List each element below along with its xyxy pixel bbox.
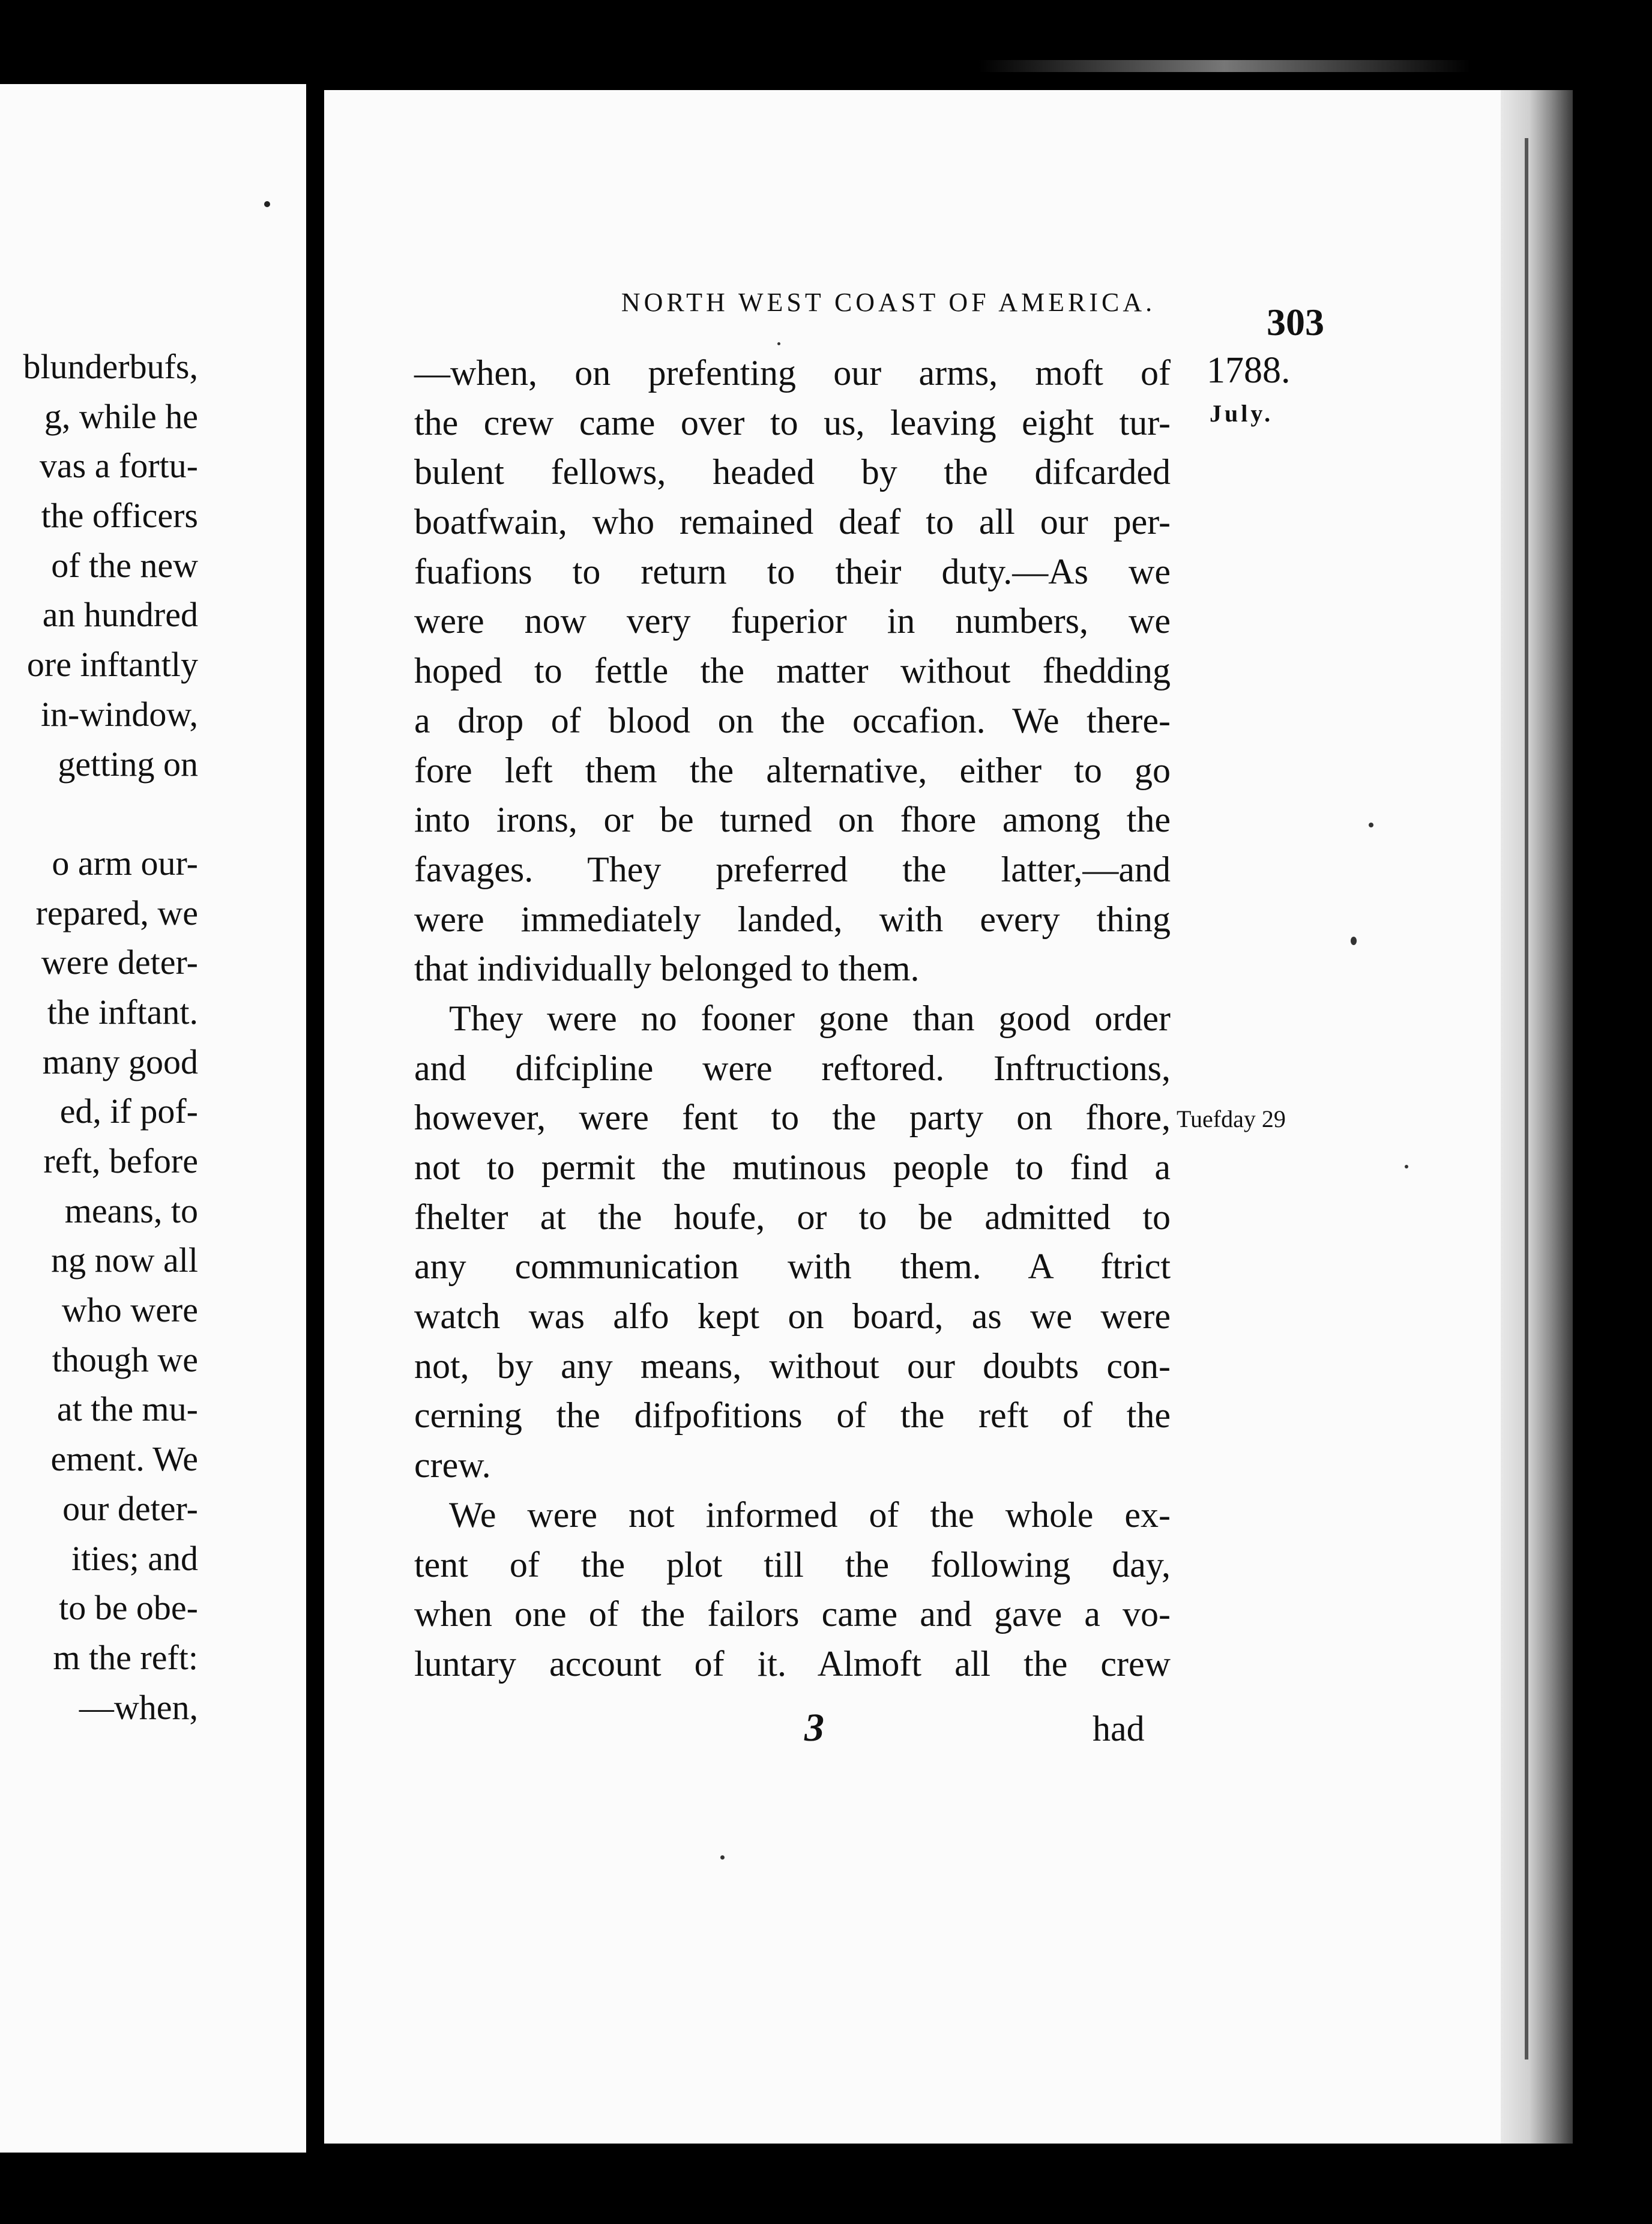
body-text [414, 348, 1171, 1689]
left-line: the inftant. [47, 992, 198, 1032]
text-line: and difcipline were reftored. Inftructions, [414, 1048, 1171, 1088]
text-line: luntary account of it. Almoft all the crew [414, 1643, 1171, 1684]
left-line: though we [52, 1340, 198, 1379]
left-page-text [0, 342, 198, 1732]
text-line: boatfwain, who remained deaf to all our per- [414, 502, 1171, 542]
left-line: ities; and [71, 1538, 198, 1578]
text-line: into irons, or be turned on fhore among the [414, 800, 1171, 840]
text-line: were immediately landed, with every thing [414, 899, 1171, 939]
left-line: were deter- [41, 943, 198, 982]
text-line: fhelter at the houfe, or to be admitted to [414, 1197, 1171, 1237]
running-head: NORTH WEST COAST OF AMERICA. [621, 288, 1156, 317]
text-line: watch was alfo kept on board, as we were [414, 1296, 1171, 1337]
text-line: however, were fent to the party on fhore, [414, 1098, 1171, 1138]
page-fore-edge [1501, 90, 1573, 2144]
left-line: reft, before [43, 1141, 198, 1180]
text-line: not to permit the mutinous people to find a [414, 1147, 1171, 1187]
left-line: who were [61, 1290, 198, 1330]
text-line: any communication with them. A ftrict [414, 1246, 1171, 1287]
left-page [0, 84, 306, 2153]
text-line: not, by any means, without our doubts con- [414, 1346, 1171, 1386]
ink-speck [720, 1855, 725, 1860]
text-line: fuafions to return to their duty.—As we [414, 551, 1171, 591]
text-line: —when, on prefenting our arms, moft of [414, 353, 1171, 393]
left-line: our deter- [62, 1488, 198, 1528]
margin-month: July. [1210, 400, 1274, 427]
left-line: —when, [79, 1687, 198, 1727]
left-line-gap [0, 789, 198, 839]
text-line: favages. They preferred the latter,—and [414, 849, 1171, 889]
left-line: blunderbufs, [23, 347, 198, 386]
book-gutter [306, 72, 324, 2174]
text-line: were now very fuperior in numbers, we [414, 601, 1171, 641]
margin-year: 1788. [1207, 350, 1291, 391]
page-edge-strip [978, 60, 1471, 72]
left-line: in-window, [40, 694, 198, 734]
text-line: tent of the plot till the following day, [414, 1544, 1171, 1585]
text-line: hoped to fettle the matter without fhedding [414, 651, 1171, 691]
text-line: that individually belonged to them. [414, 949, 920, 989]
right-page [324, 90, 1531, 2144]
left-line: an hundred [42, 595, 198, 635]
left-line: means, to [64, 1191, 198, 1230]
left-line: ed, if pof- [59, 1092, 198, 1131]
left-line: at the mu- [56, 1389, 198, 1429]
left-line: vas a fortu- [39, 446, 198, 486]
left-line: ement. We [50, 1439, 198, 1479]
ink-speck [264, 201, 270, 207]
text-line: when one of the failors came and gave a vo- [414, 1594, 1171, 1634]
left-line: many good [42, 1042, 198, 1081]
margin-date: Tuefday 29 [1177, 1105, 1286, 1132]
text-line: the crew came over to us, leaving eight tur- [414, 402, 1171, 443]
left-line: g, while he [44, 396, 198, 436]
left-line: o arm our- [52, 843, 198, 883]
text-line: a drop of blood on the occafion. We there- [414, 700, 1171, 740]
catchword: had [1093, 1709, 1145, 1748]
ink-speck [777, 342, 780, 345]
text-line: fore left them the alternative, either to go [414, 750, 1171, 790]
text-line: We were not informed of the whole ex- [449, 1494, 1171, 1535]
left-line: of the new [51, 545, 198, 585]
left-line: repared, we [35, 893, 198, 932]
signature-mark: 3 [804, 1706, 824, 1750]
left-line: m the reft: [53, 1637, 198, 1677]
left-line: the officers [41, 496, 198, 536]
left-line: getting on [58, 744, 198, 784]
left-line: ore inftantly [26, 645, 198, 684]
text-line: They were no fooner gone than good order [449, 998, 1171, 1038]
text-line: cerning the difpofitions of the reft of the [414, 1395, 1171, 1436]
left-line: ng now all [51, 1240, 198, 1280]
ink-speck [1351, 937, 1357, 945]
page-number: 303 [1267, 301, 1324, 343]
ink-speck [1369, 823, 1373, 827]
text-line: bulent fellows, headed by the difcarded [414, 452, 1171, 492]
ink-speck [1405, 1165, 1408, 1168]
text-line: crew. [414, 1445, 491, 1485]
left-line: to be obe- [59, 1588, 198, 1628]
